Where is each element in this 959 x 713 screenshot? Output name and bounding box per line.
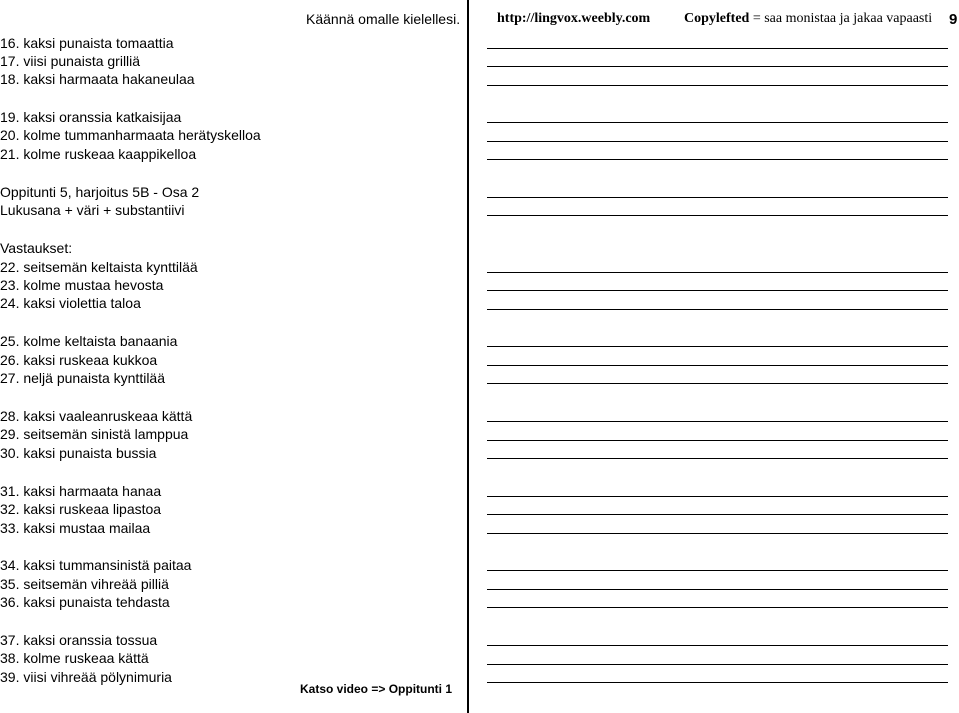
item-37: 37. kaksi oranssia tossua — [0, 632, 158, 648]
copyleft-word: Copylefted — [684, 11, 750, 26]
answer-line[interactable] — [487, 66, 948, 67]
answer-line[interactable] — [487, 141, 948, 142]
answer-line[interactable] — [487, 197, 948, 198]
item-33: 33. kaksi mustaa mailaa — [0, 520, 151, 536]
answer-line[interactable] — [487, 570, 948, 571]
answer-line[interactable] — [487, 383, 948, 384]
answer-line[interactable] — [487, 496, 948, 497]
answer-line[interactable] — [487, 421, 948, 422]
answer-line[interactable] — [487, 85, 948, 86]
answer-line[interactable] — [487, 440, 948, 441]
answer-line[interactable] — [487, 290, 948, 291]
page-number: 9 — [949, 11, 958, 28]
item-27: 27. neljä punaista kynttilää — [0, 370, 165, 386]
answer-line[interactable] — [487, 682, 948, 683]
copyleft-notice — [684, 11, 932, 27]
item-28: 28. kaksi vaaleanruskeaa kättä — [0, 408, 193, 424]
answer-line[interactable] — [487, 365, 948, 366]
answer-line[interactable] — [487, 514, 948, 515]
answer-line[interactable] — [487, 607, 948, 608]
item-38: 38. kolme ruskeaa kättä — [0, 650, 149, 666]
section-title: Oppitunti 5, harjoitus 5B - Osa 2 — [0, 184, 200, 200]
item-23: 23. kolme mustaa hevosta — [0, 277, 164, 293]
answer-line[interactable] — [487, 159, 948, 160]
item-31: 31. kaksi harmaata hanaa — [0, 483, 162, 499]
answer-line[interactable] — [487, 48, 948, 49]
answer-line[interactable] — [487, 122, 948, 123]
item-39: 39. viisi vihreää pölynimuria — [0, 669, 172, 685]
item-18: 18. kaksi harmaata hakaneulaa — [0, 71, 195, 87]
website-link[interactable]: http://lingvox.weebly.com — [497, 11, 651, 26]
item-35: 35. seitsemän vihreää pilliä — [0, 576, 169, 592]
item-32: 32. kaksi ruskeaa lipastoa — [0, 501, 162, 517]
answer-line[interactable] — [487, 533, 948, 534]
item-30: 30. kaksi punaista bussia — [0, 445, 157, 461]
item-36: 36. kaksi punaista tehdasta — [0, 594, 170, 610]
item-17: 17. viisi punaista grilliä — [0, 53, 141, 69]
answer-line[interactable] — [487, 664, 948, 665]
item-29: 29. seitsemän sinistä lamppua — [0, 426, 189, 442]
item-21: 21. kolme ruskeaa kaappikelloa — [0, 146, 197, 162]
item-22: 22. seitsemän keltaista kynttilää — [0, 259, 198, 275]
video-reference: Katso video => Oppitunti 1 — [300, 682, 453, 696]
item-26: 26. kaksi ruskeaa kukkoa — [0, 352, 158, 368]
answer-line[interactable] — [487, 458, 948, 459]
answer-line[interactable] — [487, 309, 948, 310]
answer-line[interactable] — [487, 645, 948, 646]
item-24: 24. kaksi violettia taloa — [0, 295, 141, 311]
answer-line[interactable] — [487, 272, 948, 273]
instruction-text: Käännä omalle kielellesi. — [306, 11, 461, 27]
item-34: 34. kaksi tummansinistä paitaa — [0, 557, 192, 573]
answers-heading: Vastaukset: — [0, 240, 73, 256]
column-divider — [467, 0, 469, 713]
item-19: 19. kaksi oranssia katkaisijaa — [0, 109, 182, 125]
copyleft-text: = saa monistaa ja jakaa vapaasti — [749, 11, 933, 26]
section-subtitle: Lukusana + väri + substantiivi — [0, 202, 185, 218]
answer-line[interactable] — [487, 346, 948, 347]
answer-line[interactable] — [487, 589, 948, 590]
item-20: 20. kolme tummanharmaata herätyskelloa — [0, 127, 261, 143]
item-25: 25. kolme keltaista banaania — [0, 333, 178, 349]
answer-line[interactable] — [487, 215, 948, 216]
item-16: 16. kaksi punaista tomaattia — [0, 35, 174, 51]
